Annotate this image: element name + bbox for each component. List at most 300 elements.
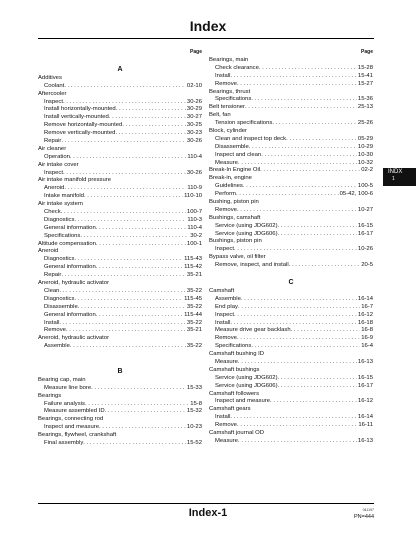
entry-label: Break-In Engine Oil [209,167,261,174]
index-heading: Aneroid, hydraulic activator [38,335,110,342]
section-letter: A [117,65,123,73]
entry-page-ref[interactable]: 15-33 [186,384,202,391]
leader-dots [63,99,186,107]
index-entry [209,246,373,254]
entry-label: Repair [44,272,62,279]
entry-label: Aneroid [44,185,65,192]
index-entry [209,167,373,175]
index-entry [209,191,373,199]
leader-dots [91,385,186,393]
index-entry [209,120,373,128]
index-heading: Bearings, thrust [209,88,251,95]
entry-label: Assemble [44,343,70,350]
entry-page-ref[interactable]: 16-8 [361,327,373,334]
entry-label: Guidelines [215,183,243,190]
entry-page-ref[interactable]: 115-44 [184,311,202,318]
index-entry [38,241,202,249]
index-lines [209,57,373,446]
index-entry [209,81,373,89]
entry-label: End play [215,303,238,310]
entry-label: Remove horizontally-mounted [44,122,123,129]
entry-label: Assemble [215,295,241,302]
index-entry [38,209,202,217]
section-letter: B [117,367,123,375]
index-heading: Camshaft followers [209,390,260,397]
entry-page-ref[interactable]: 16-17 [357,230,373,237]
entry-label: Disassemble [44,303,78,310]
index-entry [209,223,373,231]
index-heading: Camshaft gears [209,406,251,413]
index-entry [209,73,373,81]
entry-page-ref[interactable]: 15-36 [357,96,373,103]
entry-label: Altitude compensation [38,240,96,247]
leader-dots [238,359,357,367]
leader-dots [109,114,186,122]
index-entry [38,304,202,312]
index-entry [209,422,373,430]
index-entry [38,138,202,146]
entry-label: Specifications [215,343,252,350]
entry-page-ref[interactable]: 30-23 [186,130,202,137]
leader-dots [96,241,186,249]
index-entry [38,385,202,393]
leader-dots [289,262,361,270]
index-heading: Aftercooler [38,90,67,97]
entry-page-ref[interactable]: 02-10 [186,82,202,89]
index-entry [38,327,202,335]
page-column-label: Page [361,49,373,55]
index-heading: Bushings, camshaft [209,214,261,221]
leader-dots [74,217,186,225]
entry-page-ref[interactable]: 30-26 [186,98,202,105]
entry-label: Remove [44,327,66,334]
leader-dots [96,312,183,320]
index-entry [38,264,202,272]
entry-label: Install [215,319,231,326]
leader-dots [61,138,186,146]
leader-dots [83,440,186,448]
index-heading: Aneroid, hydraulic activator [38,280,110,287]
entry-page-ref[interactable]: 110-4 [187,224,202,231]
entry-label: Install horizontally-mounted [44,106,116,113]
leader-dots [70,154,186,162]
leader-dots [99,424,186,432]
leader-dots [237,81,357,89]
index-entry [38,114,202,122]
entry-label: Service (using JDG602) [215,374,278,381]
entry-label: Inspect [215,246,234,253]
entry-page-ref[interactable]: 15-8 [190,400,202,407]
spacer [38,359,202,367]
index-entry [38,193,202,201]
entry-page-ref[interactable]: 20-5 [361,262,373,269]
index-entry [209,144,373,152]
entry-label: Measure [215,437,238,444]
entry-label: Repair [44,138,62,145]
entry-label: Install [215,72,231,79]
entry-label: Inspect [215,311,234,318]
entry-label: Inspect [44,169,63,176]
index-entry [209,104,373,112]
index-entry [38,312,202,320]
entry-page-ref[interactable]: 30-2 [190,232,202,239]
leader-dots [234,246,357,254]
index-entry [38,233,202,241]
entry-label: Install vertically-mounted [44,114,109,121]
leader-dots [234,312,357,320]
index-entry [209,320,373,328]
leader-dots [261,152,357,160]
entry-page-ref[interactable]: 16-7 [361,303,373,310]
index-heading: Air cleaner [38,145,67,152]
index-entry [209,304,373,312]
entry-page-ref[interactable]: 16-4 [361,343,373,350]
index-entry [209,296,373,304]
index-heading: Bearing cap, main [38,376,86,383]
entry-label: Remove vertically-mounted [44,130,116,137]
entry-page-ref[interactable]: 115-45 [184,295,202,302]
index-heading: Air intake system [38,201,83,208]
index-entry [38,99,202,107]
entry-label: Coolant [44,82,65,89]
index-heading: Camshaft journal OD [209,429,265,436]
leader-dots [237,335,360,343]
entry-page-ref[interactable]: 115-42 [184,264,202,271]
index-entry [209,160,373,168]
entry-page-ref[interactable]: 16-12 [357,398,373,405]
index-heading: Camshaft bushings [209,366,260,373]
entry-label: Install [215,414,231,421]
entry-label: Inspect and measure [44,424,100,431]
index-entry [38,185,202,193]
entry-label: Inspect and clean [215,151,262,158]
leader-dots [74,256,183,264]
entry-page-ref[interactable]: 35-21 [186,327,202,334]
index-heading: Camshaft bushing ID [209,351,265,358]
index-entry [209,312,373,320]
leader-dots [78,304,186,312]
leader-dots [230,414,357,422]
entry-label: Measure drive gear backlash [215,327,291,334]
leader-dots [116,106,186,114]
entry-page-ref[interactable]: 110-4 [187,153,202,160]
index-entry [38,424,202,432]
entry-label: Specifications [215,96,252,103]
index-lines [38,57,202,448]
entry-label: Clean [44,287,60,294]
leader-dots [230,320,357,328]
index-entry [209,183,373,191]
entry-page-ref[interactable]: 35-22 [186,303,202,310]
entry-page-ref[interactable]: 16-15 [357,222,373,229]
entry-label: Specifications [44,232,81,239]
leader-dots [251,343,360,351]
leader-dots [286,136,357,144]
index-entry [209,262,373,270]
entry-page-ref[interactable]: 16-9 [361,335,373,342]
section-side-tab[interactable] [383,168,416,186]
entry-label: Belt tensioner [209,104,246,111]
section-letter: C [288,278,294,286]
entry-page-ref[interactable]: 16-13 [357,358,373,365]
index-column-left [38,49,202,448]
leader-dots [84,193,183,201]
leader-dots [64,185,186,193]
index-entry [38,288,202,296]
leader-dots [272,120,357,128]
entry-label: Service (using JDG602) [215,222,278,229]
entry-page-ref[interactable]: 30-25 [186,122,202,129]
index-heading: Additives [38,74,62,81]
footer-pn: PN=444 [353,514,374,520]
entry-page-ref[interactable]: 16-14 [357,295,373,302]
entry-page-ref[interactable]: 16-11 [358,422,373,429]
leader-dots [260,167,360,175]
index-entry [209,343,373,351]
index-entry [38,256,202,264]
leader-dots [96,225,187,233]
entry-page-ref[interactable]: 10-23 [186,424,202,431]
entry-page-ref[interactable]: 25-13 [357,104,373,111]
entry-label: Final assembly [44,439,84,446]
spacer [209,270,373,278]
leader-dots [61,209,186,217]
index-entry [209,152,373,160]
entry-page-ref[interactable]: 35-22 [186,287,202,294]
leader-dots [259,65,357,73]
entry-page-ref[interactable]: 15-32 [186,408,202,415]
entry-label: Disassemble [215,143,249,150]
index-entry [38,130,202,138]
index-heading: Bypass valve, oil filter [209,254,266,261]
title-rule [38,38,374,39]
footer-page-number: Index-1 [188,507,228,519]
spacer [38,57,202,65]
leader-dots [278,375,357,383]
footer-rule [38,503,374,504]
index-heading: Bushing, piston pin [209,199,259,206]
entry-label: Diagnostics [44,256,75,263]
leader-dots [251,96,357,104]
index-entry [38,401,202,409]
index-column-right [209,49,373,446]
entry-page-ref[interactable]: 16-14 [357,414,373,421]
leader-dots [96,264,183,272]
entry-page-ref[interactable]: 10-26 [357,246,373,253]
entry-label: Measure [215,159,238,166]
index-entry [209,398,373,406]
index-heading: Bearings [38,392,62,399]
entry-page-ref[interactable]: 10-32 [357,159,373,166]
leader-dots [59,320,186,328]
entry-label: General information [44,311,96,318]
leader-dots [241,296,357,304]
leader-dots [238,438,357,446]
index-entry [38,408,202,416]
entry-page-ref[interactable]: 30-27 [186,114,202,121]
entry-label: Remove [215,422,237,429]
index-entry [38,106,202,114]
entry-label: Remove [215,80,237,87]
entry-label: Intake manifold [44,193,84,200]
entry-label: Clean and inspect top deck [215,135,287,142]
spacer [38,351,202,359]
entry-page-ref[interactable]: 16-15 [357,374,373,381]
index-heading: Bearings, connecting rod [38,416,104,423]
entry-label: Operation [44,153,70,160]
index-entry [38,154,202,162]
entry-label: Check [44,209,61,216]
index-entry [209,414,373,422]
index-entry [38,440,202,448]
entry-page-ref[interactable]: 02-2 [361,167,373,174]
leader-dots [64,83,186,91]
entry-page-ref[interactable]: 16-12 [357,311,373,318]
leader-dots [278,231,357,239]
index-heading: Block, cylinder [209,128,247,135]
index-entry [38,217,202,225]
index-heading: Bushings, piston pin [209,238,262,245]
leader-dots [278,223,357,231]
leader-dots [237,422,357,430]
page-title: Index [189,18,227,34]
entry-label: Perform [215,191,236,198]
entry-label: Measure assembled ID [44,408,105,415]
side-tab-label: INDX [388,169,403,175]
index-entry [209,359,373,367]
entry-page-ref[interactable]: 110-9 [187,185,202,192]
leader-dots [74,296,183,304]
entry-page-ref[interactable]: 110-3 [187,216,202,223]
entry-label: Service (using JDG606) [215,230,278,237]
index-heading: Aneroid [38,248,59,255]
index-entry [38,170,202,178]
leader-dots [278,383,357,391]
index-entry [38,296,202,304]
entry-page-ref[interactable]: 10-30 [357,151,373,158]
leader-dots [122,122,186,130]
index-entry [209,65,373,73]
entry-page-ref[interactable]: 115-43 [184,256,202,263]
leader-dots [80,233,189,241]
entry-page-ref[interactable]: 15-28 [357,64,373,71]
entry-label: General information [44,224,96,231]
index-heading: Air intake cover [38,161,79,168]
index-entry [209,335,373,343]
leader-dots [70,343,186,351]
entry-page-ref[interactable]: 30-26 [186,169,202,176]
index-entry [209,375,373,383]
index-entry [209,136,373,144]
leader-dots [115,130,186,138]
leader-dots [249,144,357,152]
entry-page-ref[interactable]: 15-41 [357,72,373,79]
entry-page-ref[interactable]: 30-26 [186,138,202,145]
entry-page-ref[interactable]: 10-29 [357,143,373,150]
leader-dots [61,272,186,280]
entry-label: Inspect and measure [215,398,271,405]
entry-page-ref[interactable]: 05-29 [357,135,373,142]
entry-page-ref[interactable]: 15-27 [357,80,373,87]
leader-dots [63,170,186,178]
index-heading: Bearings, flywheel, crankshaft [38,432,117,439]
leader-dots [238,160,357,168]
entry-label: General information [44,264,96,271]
entry-page-ref[interactable]: 16-13 [357,437,373,444]
entry-label: Remove [215,206,237,213]
entry-label: Service (using JDG606) [215,382,278,389]
index-entry [38,272,202,280]
entry-page-ref[interactable]: 30-29 [186,106,202,113]
entry-label: Inspect [44,98,63,105]
entry-label: Failure analysis [44,400,85,407]
index-heading: Air intake manifold pressure [38,177,112,184]
entry-page-ref[interactable]: 10-27 [357,206,373,213]
leader-dots [66,327,186,335]
leader-dots [230,73,357,81]
page-column-label: Page [190,49,202,55]
index-entry [209,383,373,391]
entry-label: Remove [215,335,237,342]
footer-code: 041197 [362,508,374,512]
index-entry [38,225,202,233]
entry-label: Check clearance [215,64,259,71]
entry-page-ref[interactable]: 25-26 [357,120,373,127]
leader-dots [291,327,361,335]
entry-page-ref[interactable]: 16-17 [357,382,373,389]
entry-label: Measure line bore [44,384,92,391]
leader-dots [245,104,357,112]
index-entry [209,207,373,215]
entry-label: Install [44,319,60,326]
index-entry [209,231,373,239]
entry-page-ref[interactable]: 35-22 [186,319,202,326]
leader-dots [243,183,357,191]
index-entry [209,96,373,104]
leader-dots [236,191,339,199]
index-entry [209,438,373,446]
index-heading: Camshaft [209,287,235,294]
leader-dots [105,408,186,416]
entry-page-ref[interactable]: 110-10 [184,193,202,200]
entry-label: Measure [215,358,238,365]
entry-page-ref[interactable]: 100-5 [357,183,373,190]
entry-label: Diagnostics [44,216,75,223]
side-tab-number: 1 [392,176,395,182]
index-entry [209,327,373,335]
entry-page-ref[interactable]: 15-52 [186,439,202,446]
leader-dots [270,398,357,406]
index-heading: Bearings, main [209,57,249,63]
entry-page-ref[interactable]: 16-18 [357,319,373,326]
entry-page-ref[interactable]: 35-21 [186,272,202,279]
leader-dots [59,288,186,296]
index-heading: Belt, fan [209,112,231,119]
entry-label: Tension specifications [215,120,273,127]
entry-page-ref[interactable]: 05-42, 100-6 [339,191,373,198]
entry-page-ref[interactable]: 100-1 [186,240,202,247]
index-entry [38,320,202,328]
entry-label: Diagnostics [44,295,75,302]
entry-page-ref[interactable]: 35-22 [186,343,202,350]
entry-label: Remove, inspect, and install [215,262,289,269]
leader-dots [238,304,360,312]
index-entry [38,343,202,351]
leader-dots [237,207,357,215]
entry-page-ref[interactable]: 100-7 [186,209,202,216]
leader-dots [85,401,189,409]
index-heading: Break-in, engine [209,175,252,182]
